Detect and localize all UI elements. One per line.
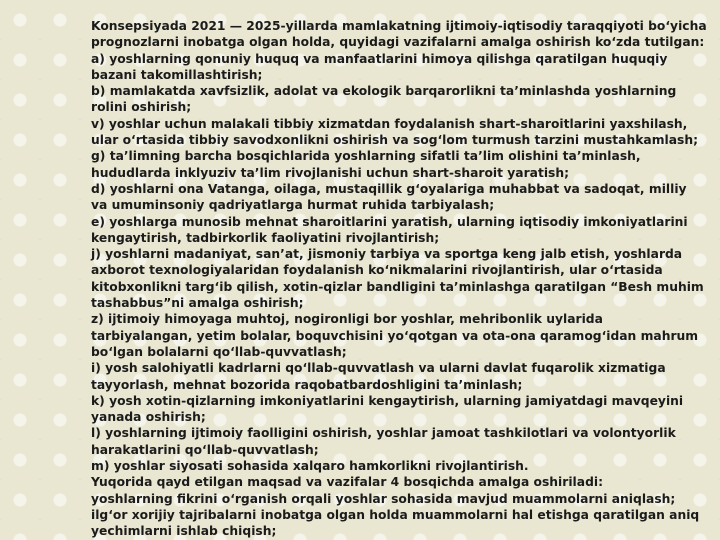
item-b: b) mamlakatda xavfsizlik, adolat va ekologik barqarorlikni ta’minlashda yoshlarning rolini oshirish; (91, 84, 677, 115)
item-v: v) yoshlar uchun malakali tibbiy xizmatdan foydalanish shart-sharoitlarini yaxshilash, ular o‘rtasida tibbiy savodxonlikni oshirish va sog‘lom turmush tarzini mustahkamlash; (91, 116, 699, 148)
item-m: m) yoshlar siyosati sohasida xalqaro hamkorlikni rivojlantirish. (91, 459, 529, 474)
item-g: g) ta’limning barcha bosqichlarida yoshlarning sifatli ta’lim olishini ta’minlash, hududlarda inklyuziv ta’lim rivojlanishi uchun shart-sharoit yaratish; (91, 149, 641, 180)
item-k: k) yosh xotin-qizlarning imkoniyatlarini kengaytirish, ularning jamiyatdagi mavqeyini yanada oshirish; (91, 393, 684, 425)
stage-1: yoshlarning fikrini o‘rganish orqali yoshlar sohasida mavjud muammolarni aniqlash; (91, 491, 676, 506)
document-text (91, 18, 707, 540)
stages-paragraph: Yuqorida qayd etilgan maqsad va vazifalar 4 bosqichda amalga oshiriladi: (91, 475, 604, 490)
item-j: j) yoshlarni madaniyat, san’at, jismoniy tarbiya va sportga keng jalb etish, yoshlarda axborot texnologiyalaridan foydalanish ko‘nikmalarini rivojlantirish, ular o‘rtasida kitobxonlikni targ‘ib qilish, xotin-qizlar bandligini ta’minlashga qaratilgan “Besh muhim tashabbus”ni amalga oshirish; (91, 247, 704, 311)
item-a: a) yoshlarning qonuniy huquq va manfaatlarini himoya qilishga qaratilgan huquqiy bazani takomillashtirish; (91, 51, 668, 82)
stage-2: ilg‘or xorijiy tajribalarni inobatga olgan holda muammolarni hal etishga qaratilgan aniq yechimlarni ishlab chiqish; (91, 507, 700, 539)
item-z: z) ijtimoiy himoyaga muhtoj, nogironligi bor yoshlar, mehribonlik uylarida tarbiyalangan, yetim bolalar, boquvchisini yo‘qotgan va ota-ona qaramog‘idan mahrum bo‘lgan bolalarni qo‘llab-quvvatlash; (91, 312, 699, 359)
intro-paragraph: Konsepsiyada 2021 — 2025-yillarda mamlakatning ijtimoiy-iqtisodiy taraqqiyoti bo‘yicha prognozlarni inobatga olgan holda, quyidagi vazifalarni amalga oshirish ko‘zda tutilgan: (91, 19, 707, 50)
item-e: e) yoshlarga munosib mehnat sharoitlarini yaratish, ularning iqtisodiy imkoniyatlarini kengaytirish, tadbirkorlik faoliyatini rivojlantirish; (91, 214, 688, 245)
item-d: d) yoshlarni ona Vatanga, oilaga, mustaqillik g‘oyalariga muhabbat va sadoqat, milliy va umuminsoniy qadriyatlarga hurmat ruhida tarbiyalash; (91, 181, 687, 213)
item-i: i) yosh salohiyatli kadrlarni qo‘llab-quvvatlash va ularni davlat fuqarolik xizmatiga tayyorlash, mehnat bozorida raqobatbardoshligini ta’minlash; (91, 361, 666, 392)
item-l: l) yoshlarning ijtimoiy faolligini oshirish, yoshlar jamoat tashkilotlari va volontyorlik harakatlarini qo‘llab-quvvatlash; (91, 426, 676, 457)
